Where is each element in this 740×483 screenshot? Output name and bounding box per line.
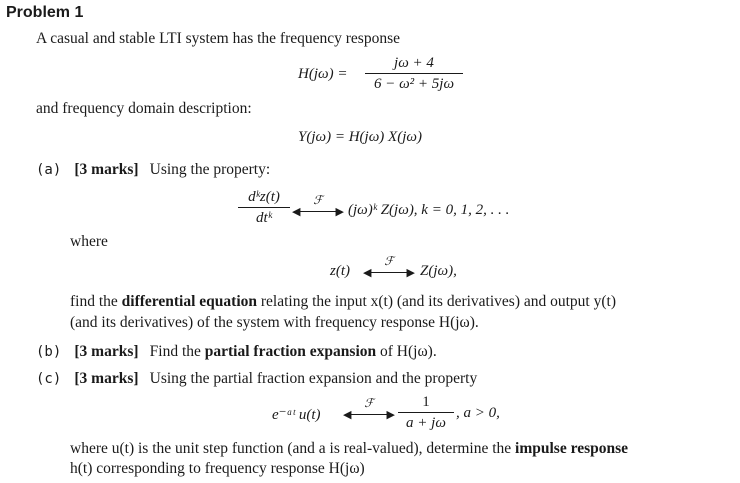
part-c-label: (c) — [36, 371, 62, 387]
fraction-bar — [365, 73, 463, 74]
part-c-where-pre: where u(t) is the unit step function (and a is real-valued), determine the — [70, 440, 516, 457]
pair-lhs: z(t) — [330, 263, 350, 279]
part-a-instruction — [70, 293, 616, 311]
part-a-instruction-line2: (and its derivatives) of the system with frequency response H(jω). — [70, 314, 479, 331]
fourier-pair-arrow-3 — [343, 396, 395, 425]
part-b-marks: [3 marks] — [74, 343, 139, 360]
derivative-fraction — [238, 188, 290, 227]
problem-title: Problem 1 — [6, 4, 84, 21]
y-equation: Y(jω) = H(jω) X(jω) — [298, 129, 422, 145]
h-numerator: jω + 4 — [394, 55, 434, 71]
instruction-bold: differential equation — [121, 293, 257, 310]
fourier-symbol: ℱ — [313, 193, 323, 207]
part-c-text: Using the partial fraction expansion and the property — [149, 370, 478, 387]
exp-fraction — [398, 393, 454, 432]
h-equation-lhs: H(jω) = — [298, 66, 348, 82]
left-arrowhead-icon: ◀ — [343, 408, 352, 421]
right-arrowhead-icon: ▶ — [406, 266, 415, 279]
exp-denominator: a + jω — [406, 415, 446, 431]
part-a-text: Using the property: — [149, 161, 271, 178]
derivative-numerator: dᵏz(t) — [248, 189, 280, 205]
where-text: where — [70, 233, 108, 250]
h-denominator: 6 − ω² + 5jω — [373, 76, 455, 92]
pair-rhs: Z(jω), — [420, 263, 457, 279]
derivative-rhs: (jω)ᵏ Z(jω), k = 0, 1, 2, . . . — [348, 202, 510, 218]
instruction-post: relating the input x(t) (and its derivatives) and output y(t) — [257, 293, 616, 310]
part-b-bold: partial fraction expansion — [204, 343, 377, 360]
part-a-header — [36, 159, 270, 179]
fourier-pair-arrow — [292, 193, 344, 222]
part-c-where-bold: impulse response — [515, 440, 629, 457]
freq-desc-text: and frequency domain description: — [36, 100, 252, 117]
right-arrowhead-icon: ▶ — [386, 408, 395, 421]
derivative-denominator: dtᵏ — [256, 210, 272, 226]
part-c-instruction — [70, 440, 628, 458]
part-c-header — [36, 368, 477, 388]
part-b — [36, 341, 437, 361]
fraction-bar — [398, 412, 454, 413]
part-c-marks: [3 marks] — [74, 370, 139, 387]
part-b-label: (b) — [36, 344, 62, 360]
h-equation-fraction — [365, 54, 463, 93]
exp-numerator: 1 — [422, 394, 430, 410]
intro-text: A casual and stable LTI system has the frequency response — [36, 30, 401, 47]
part-c-instruction-line2: h(t) corresponding to frequency response H(jω) — [70, 460, 365, 477]
part-a-marks: [3 marks] — [74, 161, 139, 178]
instruction-pre: find the — [70, 293, 122, 310]
part-b-pre: Find the — [149, 343, 205, 360]
part-a-label: (a) — [36, 162, 62, 178]
left-arrowhead-icon: ◀ — [363, 266, 372, 279]
fraction-bar — [238, 207, 290, 208]
fourier-symbol: ℱ — [384, 254, 394, 268]
fourier-symbol: ℱ — [364, 396, 374, 410]
exp-lhs: e⁻ᵃᵗ u(t) — [272, 407, 321, 423]
exp-condition: , a > 0, — [456, 405, 500, 421]
part-b-post: of H(jω). — [376, 343, 437, 360]
left-arrowhead-icon: ◀ — [292, 205, 301, 218]
right-arrowhead-icon: ▶ — [335, 205, 344, 218]
fourier-pair-arrow-2 — [363, 254, 415, 283]
